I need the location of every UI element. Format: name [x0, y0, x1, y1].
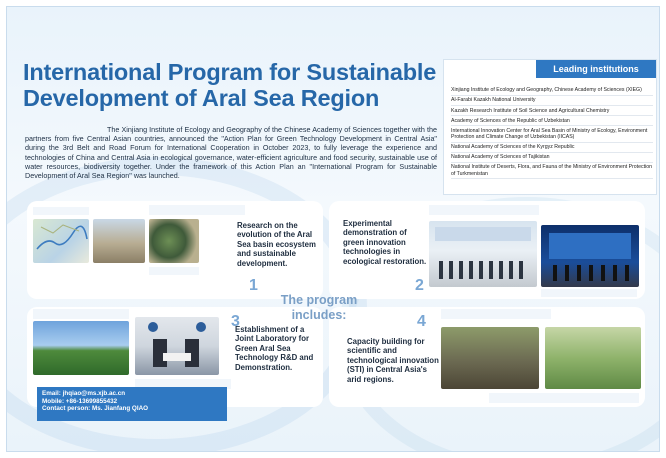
center-line-1: The program: [280, 293, 358, 307]
photo-caption: [149, 205, 245, 215]
program-item-number: 2: [415, 277, 424, 294]
list-item: Al-Farabi Kazakh National University: [451, 96, 653, 106]
photo-caption: [33, 309, 129, 319]
photo-caption: [429, 205, 539, 215]
photo-caption: [441, 309, 551, 319]
list-item: National Institute of Deserts, Flora, and Fauna of the Ministry of Environment Protection of Turkmenistan: [451, 163, 653, 179]
list-item: Academy of Sciences of the Republic of Uzbekistan: [451, 116, 653, 126]
program-item-text: Capacity building for scientific and technological innovation (STI) in Central Asia's arid regions.: [347, 337, 439, 384]
landscape-photo: [93, 219, 145, 263]
satellite-photo: [149, 219, 199, 263]
contact-box: [37, 387, 227, 421]
program-item-number: 4: [417, 313, 426, 330]
field-photo: [33, 321, 129, 375]
program-center-label: [265, 275, 373, 351]
center-line-2: includes:: [291, 308, 347, 322]
photo-caption: [489, 393, 639, 403]
program-item-text: Establishment of a Joint Laboratory for Green Aral Sea Technology R&D and Demonstration.: [235, 325, 314, 372]
leading-institutions-box: [443, 59, 657, 195]
title-line-1: International Program for Sustainable: [23, 59, 437, 85]
program-item-2: [329, 201, 645, 299]
title-line-2: Development of Aral Sea Region: [23, 85, 380, 111]
page-title: [23, 59, 443, 111]
program-item-text: Experimental demonstration of green innovation technologies in ecological restoration.: [343, 219, 427, 266]
program-item-number: 3: [231, 313, 240, 330]
stage-photo: [541, 225, 639, 287]
map-photo: [33, 219, 89, 263]
training-photo: [441, 327, 539, 389]
photo-caption: [33, 207, 89, 215]
list-item: National Academy of Sciences of the Kyrgyz Republic: [451, 143, 653, 153]
meadow-photo: [545, 327, 641, 389]
contact-person: Contact person: Ms. Jianfang QIAO: [42, 405, 149, 413]
event-photo: [429, 221, 537, 287]
signing-photo: [135, 317, 219, 375]
program-item-text: Research on the evolution of the Aral Sea basin ecosystem and sustainable development.: [237, 221, 316, 268]
list-item: International Innovation Center for Aral Sea Basin of Ministry of Ecology, Environment Protection and Climate Change of Uzbekistan (IICAS): [451, 126, 653, 142]
program-item-4: [329, 307, 645, 407]
contact-mobile: Mobile: +86-13699855432: [42, 397, 118, 405]
photo-caption: [541, 289, 637, 297]
poster: [6, 6, 660, 452]
contact-email[interactable]: Email: jhqiao@ms.xjb.ac.cn: [42, 390, 126, 397]
photo-caption: [149, 267, 199, 275]
program-item-number: 1: [249, 277, 258, 294]
list-item: Xinjiang Institute of Ecology and Geography, Chinese Academy of Sciences (XIEG): [451, 86, 653, 96]
list-item: National Academy of Sciences of Tajikistan: [451, 153, 653, 163]
leading-institutions-heading: Leading institutions: [536, 60, 656, 78]
institution-list: [451, 86, 653, 179]
list-item: Kazakh Research Institute of Soil Science and Agricultural Chemistry: [451, 106, 653, 116]
intro-paragraph: The Xinjiang Institute of Ecology and Geography of the Chinese Academy of Sciences together with the partners from five Central Asian countries, announced the "Action Plan for Green Technology Development in Central Asia" during the 3rd Belt and Road Forum for International Cooperation in October 2023, to fully leverage the experience and technologies of China and Central Asia in ecological governance, water-efficient agriculture and food security, sustainable use of water resources, biodiversity together. Under the framework of this Action Plan an "International Program for Sustainable Development of Aral Sea Region" was launched.: [25, 125, 437, 181]
